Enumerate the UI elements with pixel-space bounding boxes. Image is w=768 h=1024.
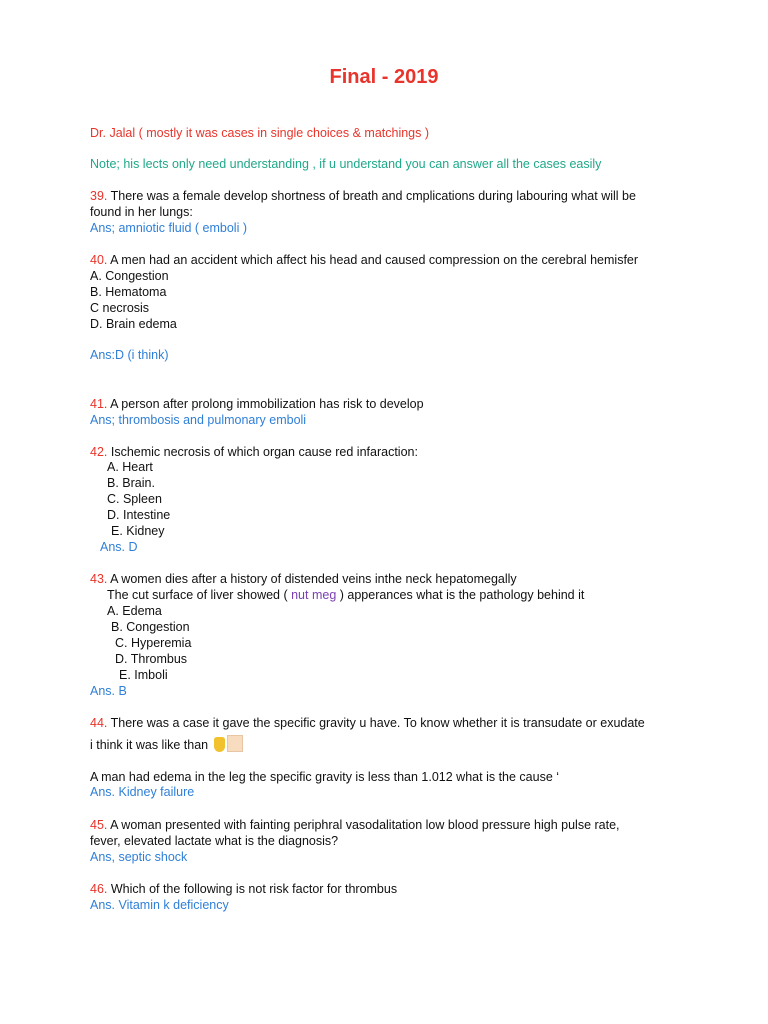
question-43-cont [107, 587, 584, 603]
question-number: 42. [90, 445, 108, 459]
pointing-down-hand-icon [214, 737, 225, 752]
page-title: Final - 2019 [329, 66, 439, 88]
question-text: Which of the following is not risk factor for thrombus [107, 882, 398, 896]
question-39 [90, 188, 636, 204]
question-number: 43. [90, 572, 108, 586]
question-text: A person after prolong immobilization has risk to develop [107, 397, 424, 411]
question-text: There was a case it gave the specific gravity u have. To know whether it is transudate or exudate [107, 716, 645, 730]
question-number: 44. [90, 716, 108, 730]
question-43 [90, 571, 517, 587]
note-line: Note; his lects only need understanding , if u understand you can answer all the cases easily [90, 157, 602, 171]
option: D. Brain edema [90, 317, 177, 331]
question-text: Ischemic necrosis of which organ cause red infaraction: [107, 445, 418, 459]
question-40 [90, 252, 638, 268]
question-number: 45. [90, 818, 108, 832]
answer-43: Ans. B [90, 684, 127, 698]
question-text: i think it was like than [90, 738, 209, 752]
question-number: 46. [90, 882, 108, 896]
question-number: 41. [90, 397, 108, 411]
answer-44: Ans. Kidney failure [90, 785, 195, 799]
question-number: 39. [90, 189, 108, 203]
option: B. Hematoma [90, 285, 167, 299]
option: C. Hyperemia [115, 636, 192, 650]
question-45-cont: fever, elevated lactate what is the diagnosis? [90, 834, 339, 848]
doctor-line: Dr. Jalal ( mostly it was cases in single choices & matchings ) [90, 126, 430, 140]
option: C necrosis [90, 301, 150, 315]
option: E. Kidney [111, 524, 165, 538]
question-45 [90, 817, 620, 833]
question-text: A men had an accident which affect his head and caused compression on the cerebral hemisfer [107, 253, 639, 267]
answer-45: Ans, septic shock [90, 850, 188, 864]
answer-46: Ans. Vitamin k deficiency [90, 898, 229, 912]
skin-tone-swatch-icon [227, 735, 243, 752]
option: D. Thrombus [115, 652, 188, 666]
question-number: 40. [90, 253, 108, 267]
question-44-cont [90, 735, 243, 753]
question-text: A woman presented with fainting periphral vasodalitation low blood pressure high pulse rate, [107, 818, 620, 832]
question-42 [90, 444, 418, 460]
option: A. Heart [107, 460, 153, 474]
question-text: There was a female develop shortness of breath and cmplications during labouring what will be [107, 189, 636, 203]
highlight-term: nut meg [291, 588, 337, 602]
option: B. Brain. [107, 476, 155, 490]
option: D. Intestine [107, 508, 171, 522]
question-text: A women dies after a history of distended veins inthe neck hepatomegally [107, 572, 517, 586]
option: A. Edema [107, 604, 162, 618]
question-39-cont: found in her lungs: [90, 205, 193, 219]
question-41 [90, 396, 424, 412]
answer-39: Ans; amniotic fluid ( emboli ) [90, 221, 248, 235]
option: B. Congestion [111, 620, 190, 634]
option: A. Congestion [90, 269, 169, 283]
question-44-case: A man had edema in the leg the specific gravity is less than 1.012 what is the cause ‘ [90, 770, 560, 784]
option: E. Imboli [119, 668, 168, 682]
option: C. Spleen [107, 492, 162, 506]
question-44 [90, 715, 645, 731]
answer-41: Ans; thrombosis and pulmonary emboli [90, 413, 307, 427]
question-text: ) apperances what is the pathology behind it [336, 588, 585, 602]
answer-42: Ans. D [100, 540, 138, 554]
question-text: The cut surface of liver showed ( [107, 588, 292, 602]
answer-40: Ans:D (i think) [90, 348, 169, 362]
question-46 [90, 881, 397, 897]
